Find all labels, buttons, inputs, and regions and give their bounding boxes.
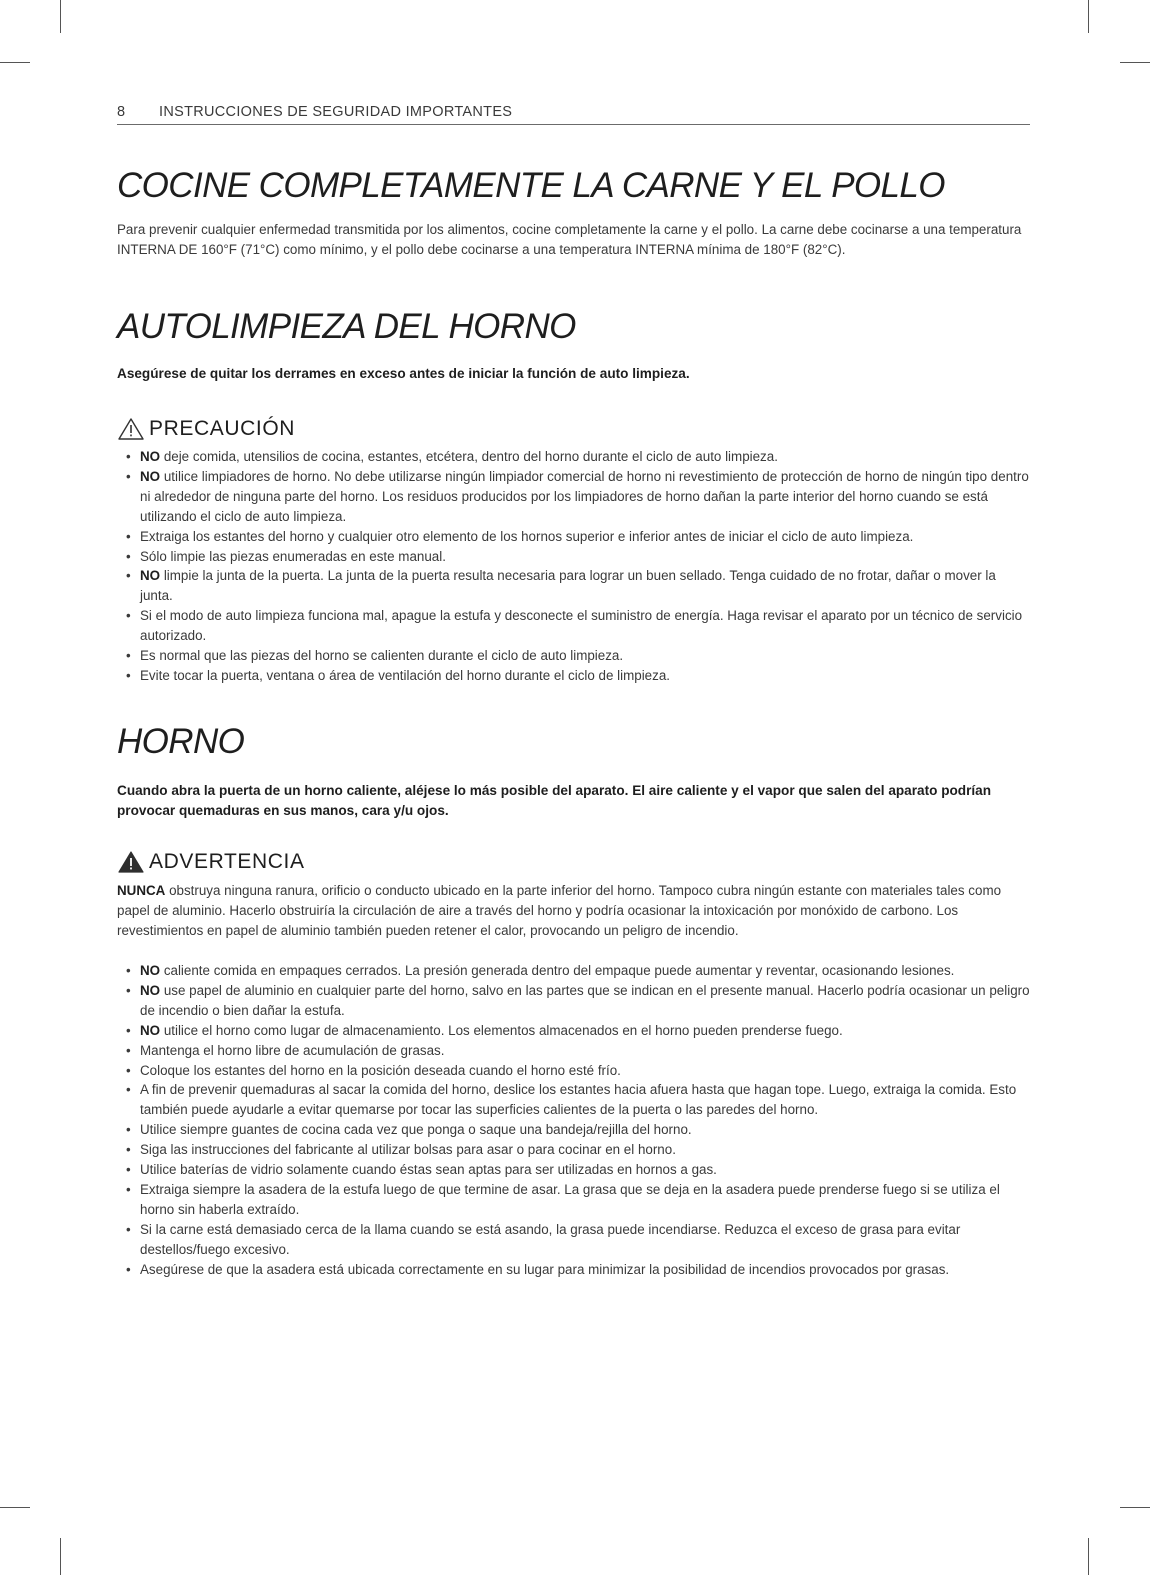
list-item: • A fin de prevenir quemaduras al sacar la comida del horno, deslice los estantes hacia afuera hasta que hagan tope. Luego, extraiga la comida. Esto también puede ayudarle a evitar quemarse por tocar las superficies calientes de la puerta o las paredes del horno. [117, 1080, 1030, 1120]
crop-mark-bottom-right [1088, 1538, 1089, 1575]
warning-label: ADVERTENCIA [149, 850, 305, 873]
caution-label: PRECAUCIÓN [149, 417, 296, 440]
list-item: • Extraiga los estantes del horno y cualquier otro elemento de los hornos superior e inferior antes de iniciar el ciclo de auto limpieza. [117, 527, 1030, 547]
caution-list [117, 447, 1030, 686]
header-title: INSTRUCCIONES DE SEGURIDAD IMPORTANTES [159, 104, 513, 120]
list-item: • Evite tocar la puerta, ventana o área de ventilación del horno durante el ciclo de limpieza. [117, 666, 1030, 686]
list-item: • NO caliente comida en empaques cerrados. La presión generada dentro del empaque puede aumentar y reventar, ocasionando lesiones. [117, 961, 1030, 981]
list-item: • NO limpie la junta de la puerta. La junta de la puerta resulta necesaria para lograr un buen sellado. Tenga cuidado de no frotar, dañar o mover la junta. [117, 566, 1030, 606]
list-item: • Coloque los estantes del horno en la posición deseada cuando el horno esté frío. [117, 1061, 1030, 1081]
crop-mark-right-bottom [1120, 1507, 1150, 1508]
list-item: • Siga las instrucciones del fabricante al utilizar bolsas para asar o para cocinar en el horno. [117, 1140, 1030, 1160]
crop-mark-left-bottom [0, 1507, 30, 1508]
oven-intro: Cuando abra la puerta de un horno caliente, aléjese lo más posible del aparato. El aire caliente y el vapor que salen del aparato podrían provocar quemaduras en sus manos, cara y/u ojos. [117, 783, 992, 818]
list-item: • Si el modo de auto limpieza funciona mal, apague la estufa y desconecte el suministro de energía. Haga revisar el aparato por un técnico de servicio autorizado. [117, 606, 1030, 646]
warning-heading [117, 848, 305, 876]
caution-heading [117, 415, 295, 443]
meat-paragraph: Para prevenir cualquier enfermedad transmitida por los alimentos, cocine completamente la carne y el pollo. La carne debe cocinarse a una temperatura INTERNA DE 160°F (71°C) como mínimo, y el pollo debe cocinarse a una temperatura INTERNA mínima de 180°F (82°C). [117, 222, 1022, 257]
list-item: • Sólo limpie las piezas enumeradas en este manual. [117, 547, 1030, 567]
section-title-meat: COCINE COMPLETAMENTE LA CARNE Y EL POLLO [117, 166, 945, 205]
crop-mark-bottom-left [60, 1538, 61, 1575]
list-item: • Asegúrese de que la asadera está ubicada correctamente en su lugar para minimizar la posibilidad de incendios provocados por grasas. [117, 1260, 1030, 1280]
list-item: • Es normal que las piezas del horno se calienten durante el ciclo de auto limpieza. [117, 646, 1030, 666]
list-item: • Mantenga el horno libre de acumulación de grasas. [117, 1041, 1030, 1061]
page-header [117, 104, 1030, 125]
crop-mark-top-right [1088, 0, 1089, 33]
selfclean-intro: Asegúrese de quitar los derrames en exceso antes de iniciar la función de auto limpieza. [117, 366, 690, 381]
list-item: • Utilice siempre guantes de cocina cada vez que ponga o saque una bandeja/rejilla del horno. [117, 1120, 1030, 1140]
list-item: • Utilice baterías de vidrio solamente cuando éstas sean aptas para ser utilizadas en hornos a gas. [117, 1160, 1030, 1180]
crop-mark-right-top [1120, 62, 1150, 63]
list-item: • NO deje comida, utensilios de cocina, estantes, etcétera, dentro del horno durante el ciclo de auto limpieza. [117, 447, 1030, 467]
crop-mark-top-left [60, 0, 61, 33]
crop-mark-left-top [0, 62, 30, 63]
list-item: • NO utilice el horno como lugar de almacenamiento. Los elementos almacenados en el horno pueden prenderse fuego. [117, 1021, 1030, 1041]
oven-list [117, 961, 1030, 1280]
list-item: • Si la carne está demasiado cerca de la llama cuando se está asando, la grasa puede incendiarse. Reduzca el exceso de grasa para evitar destellos/fuego excesivo. [117, 1220, 1030, 1260]
list-item: • NO utilice limpiadores de horno. No debe utilizarse ningún limpiador comercial de horno ni revestimiento de protección de horno de ningún tipo dentro ni alrededor de ninguna parte del horno. Los residuos producidos por los limpiadores de horno dañan la parte interior del horno cuando se está utilizando el ciclo de auto limpieza. [117, 467, 1030, 527]
list-item: • NO use papel de aluminio en cualquier parte del horno, salvo en las partes que se indican en el presente manual. Hacerlo podría ocasionar un peligro de incendio o bien dañar la estufa. [117, 981, 1030, 1021]
section-title-oven: HORNO [117, 722, 245, 761]
page-number: 8 [117, 104, 126, 120]
warning-paragraph: NUNCA obstruya ninguna ranura, orificio o conducto ubicado en la parte inferior del horno. Tampoco cubra ningún estante con materiales tales como papel de aluminio. Hacerlo obstruiría la circulación de aire a través del horno y podría ocasionar la intoxicación por monóxido de carbono. Los revestimientos en papel de aluminio también pueden retener el calor, provocando un peligro de incendio. [117, 883, 1002, 938]
caution-triangle-icon [117, 417, 145, 441]
section-title-selfclean: AUTOLIMPIEZA DEL HORNO [117, 307, 576, 346]
list-item: • Extraiga siempre la asadera de la estufa luego de que termine de asar. La grasa que se deja en la asadera puede prenderse fuego si se utiliza el horno sin haberla extraído. [117, 1180, 1030, 1220]
warning-triangle-icon [117, 850, 145, 874]
